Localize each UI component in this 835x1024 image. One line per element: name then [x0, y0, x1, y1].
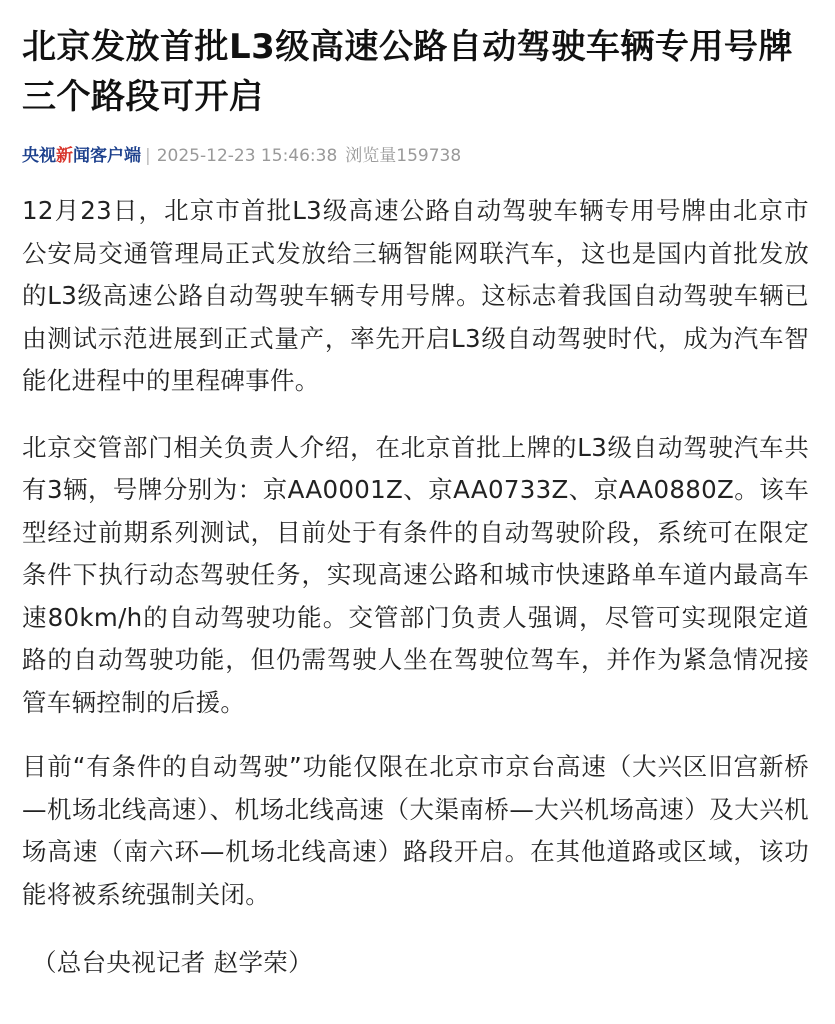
- source-name-suffix: 闻客户端: [73, 146, 141, 166]
- source-name-accent: 新: [56, 146, 73, 166]
- meta-separator: |: [145, 146, 151, 166]
- publish-timestamp: 2025-12-23 15:46:38: [156, 146, 338, 166]
- article-paragraph-1: 12月23日，北京市首批L3级高速公路自动驾驶车辆专用号牌由北京市公安局交通管理局正式发放给三辆智能网联汽车，这也是国内首批发放的L3级高速公路自动驾驶车辆专用号牌。这标志着我国自动驾驶车辆已由测试示范进展到正式量产，率先开启L3级自动驾驶时代，成为汽车智能化进程中的里程碑事件。: [22, 196, 809, 395]
- view-count-label: 浏览量: [345, 146, 397, 166]
- article-title: 北京发放首批L3级高速公路自动驾驶车辆专用号牌 三个路段可开启: [22, 27, 793, 117]
- article-paragraph-2: 北京交管部门相关负责人介绍，在北京首批上牌的L3级自动驾驶汽车共有3辆，号牌分别为：京AA0001Z、京AA0733Z、京AA0880Z。该车型经过前期系列测试，目前处于有条件的自动驾驶阶段，系统可在限定条件下执行动态驾驶任务，实现高速公路和城市快速路单车道内最高车速80km/h的自动驾驶功能。交管部门负责人强调，尽管可实现限定道路的自动驾驶功能，但仍需驾驶人坐在驾驶位驾车，并作为紧急情况接管车辆控制的后援。: [22, 432, 809, 717]
- source-name-prefix: 央视: [22, 146, 56, 166]
- view-count-value: 159738: [396, 146, 462, 166]
- article-paragraph-3: 目前“有条件的自动驾驶”功能仅限在北京市京台高速（大兴区旧宫新桥—机场北线高速）、机场北线高速（大渠南桥—大兴机场高速）及大兴机场高速（南六环—机场北线高速）路段开启。在其他道路或区域，该功能将被系统强制关闭。: [22, 752, 809, 909]
- reporter-credit: （总台央视记者 赵学荣）: [32, 948, 313, 977]
- view-count: [345, 144, 461, 168]
- article-meta: [22, 144, 809, 168]
- source-name[interactable]: [22, 144, 141, 168]
